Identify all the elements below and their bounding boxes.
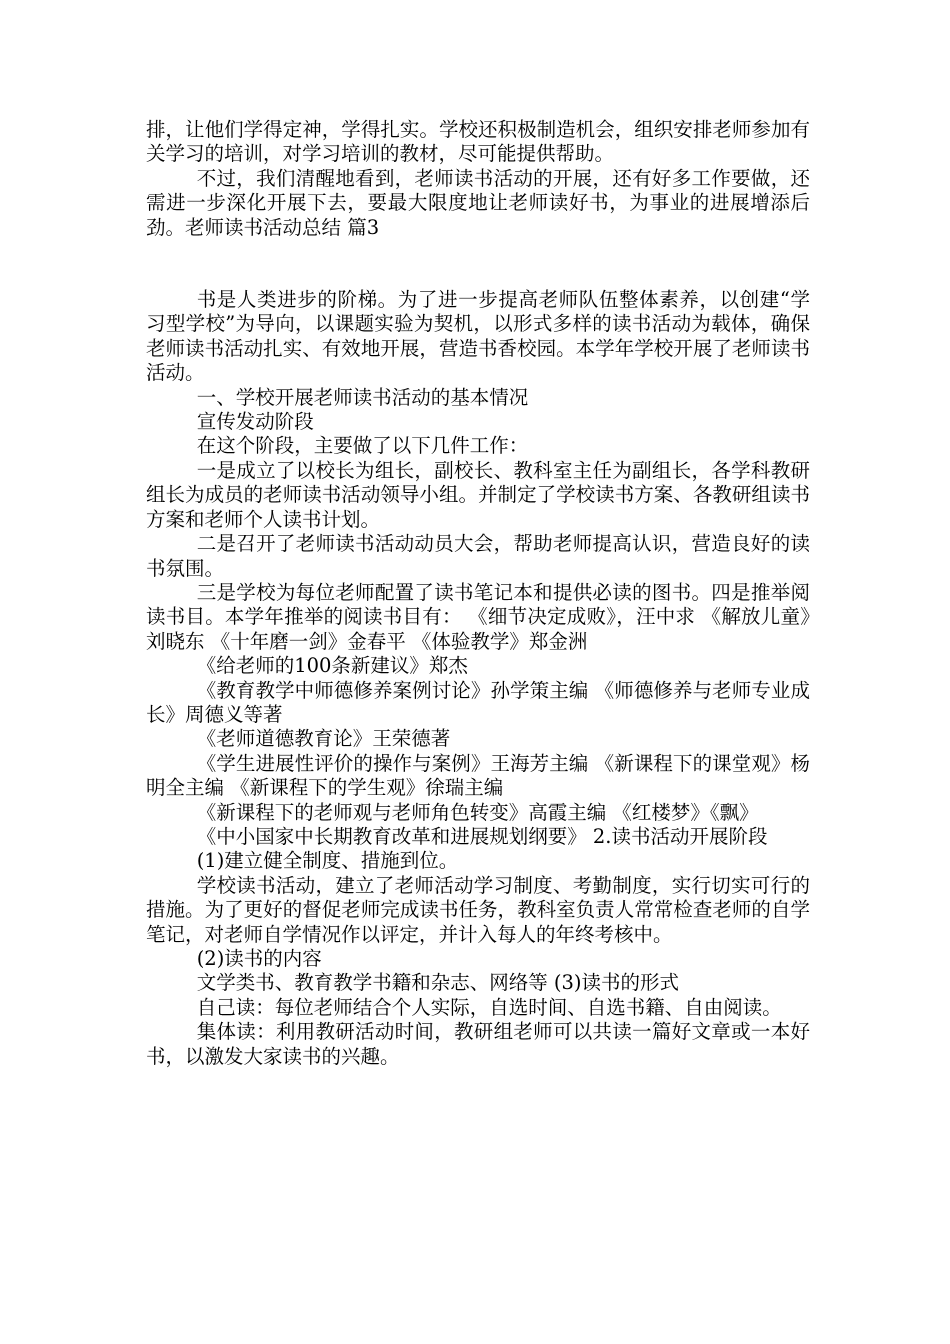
paragraph-17: 学校读书活动，建立了老师活动学习制度、考勤制度，实行切实可行的措施。为了更好的督促老师完成读书任务，教科室负责人常常检查老师的自学笔记，对老师自学情况作以评定，并计入每人的年终考核中。 [146, 873, 810, 946]
book-list-item: 《中小国家中长期教育改革和进展规划纲要》 2.读书活动开展阶段 [196, 824, 768, 848]
book-list-item: 《新课程下的老师观与老师角色转变》高霞主编 《红楼梦》《飘》 [196, 800, 759, 824]
section-heading: 一、学校开展老师读书活动的基本情况 [196, 385, 529, 409]
paragraph-3: 书是人类进步的阶梯。为了进一步提高老师队伍整体素养，以创建“学习型学校”为导向，以课题实验为契机，以形式多样的读书活动为载体，确保老师读书活动扎实、有效地开展，营造书香校园。本学年学校开展了老师读书活动。 [146, 288, 810, 385]
book-list-item: 《学生进展性评价的操作与案例》王海芳主编 《新课程下的课堂观》杨明全主编 《新课程下的学生观》徐瑞主编 [146, 751, 810, 800]
paragraph-16: (1)建立健全制度、措施到位。 [196, 849, 459, 873]
paragraph-6: 在这个阶段，主要做了以下几件工作： [196, 434, 529, 458]
book-list-item: 《给老师的100条新建议》郑杰 [196, 654, 468, 678]
paragraph-7: 一是成立了以校长为组长，副校长、教科室主任为副组长，各学科教研组长为成员的老师读书活动领导小组。并制定了学校读书方案、各教研组读书方案和老师个人读书计划。 [146, 458, 810, 531]
book-list-item: 《老师道德教育论》王荣德著 [196, 727, 451, 751]
paragraph-21: 集体读：利用教研活动时间，教研组老师可以共读一篇好文章或一本好书，以激发大家读书的兴趣。 [146, 1020, 810, 1068]
paragraph-8: 二是召开了老师读书活动动员大会，帮助老师提高认识，营造良好的读书氛围。 [146, 532, 810, 580]
paragraph-19: 文学类书、教育教学书籍和杂志、网络等 (3)读书的形式 [196, 971, 680, 995]
paragraph-1: 排，让他们学得定神，学得扎实。学校还积极制造机会，组织安排老师参加有关学习的培训，对学习培训的教材，尽可能提供帮助。 [146, 118, 810, 166]
book-list-item: 《教育教学中师德修养案例讨论》孙学策主编 《师德修养与老师专业成长》周德义等著 [146, 678, 810, 726]
paragraph-20: 自己读：每位老师结合个人实际，自选时间、自选书籍、自由阅读。 [196, 995, 782, 1019]
paragraph-18: (2)读书的内容 [196, 947, 322, 970]
paragraph-9: 三是学校为每位老师配置了读书笔记本和提供必读的图书。四是推举阅读书目。本学年推举的阅读书目有： 《细节决定成败》，汪中求 《解放儿童》刘晓东 《十年磨一剑》金春平 《体验教学》郑金洲 [146, 580, 810, 653]
paragraph-2: 不过，我们清醒地看到，老师读书活动的开展，还有好多工作要做，还需进一步深化开展下去，要最大限度地让老师读好书，为事业的进展增添后劲。老师读书活动总结 篇3 [146, 166, 810, 239]
document-body [146, 118, 810, 1069]
subsection-heading: 宣传发动阶段 [196, 410, 314, 434]
section-gap [146, 240, 810, 288]
